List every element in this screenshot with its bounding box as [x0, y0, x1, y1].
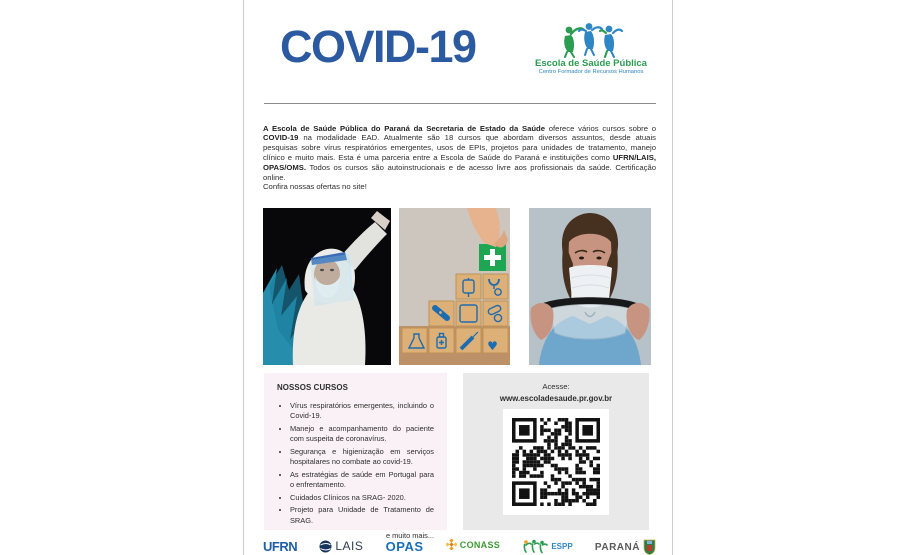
logo-espp [522, 539, 572, 554]
courses-heading: NOSSOS CURSOS [277, 383, 349, 392]
dancing-figures-icon [556, 20, 626, 58]
photo-medical-blocks [399, 208, 510, 365]
espp-label: ESPP [551, 542, 573, 551]
intro-paragraph [263, 124, 656, 183]
qr-code-box [503, 409, 609, 515]
intro-text-3: Todos os cursos são autoinstrucionais e de acesso livre aos profissionais da saúde. Certificação online. [263, 162, 656, 182]
lais-label: LAIS [335, 539, 364, 553]
course-item: • Vírus respiratórios emergentes, incluindo o Covid-19. [290, 401, 434, 421]
conass-label: CONASS [459, 539, 501, 550]
intro-bold-covid: COVID-19 [263, 133, 299, 143]
parana-coat-of-arms-icon [643, 539, 656, 555]
access-panel [463, 373, 649, 530]
escola-saude-publica-logo [532, 20, 650, 76]
course-item: • Manejo e acompanhamento do paciente com suspeita de coronavírus. [290, 424, 434, 444]
course-item: • Projeto para Unidade de Tratamento de SRAG. [290, 505, 434, 525]
logo-opas [386, 539, 424, 554]
courses-list [277, 401, 434, 526]
logo-subtitle: Centro Formador de Recursos Humanos [538, 68, 644, 75]
lais-globe-icon [319, 540, 332, 553]
courses-more-text: e muito mais... [385, 530, 434, 540]
page-title: COVID-19 [280, 21, 476, 72]
intro-bold-lead: A Escola de Saúde Pública do Paraná da Secretaria de Estado da Saúde [263, 123, 546, 133]
qr-code [512, 418, 600, 506]
site-url-link[interactable]: www.escoladesaude.pr.gov.br [499, 394, 613, 403]
photo-nurse-goggles [529, 208, 651, 365]
access-label: Acesse: [542, 382, 570, 391]
opas-label: OPAS [385, 539, 424, 554]
intro-text-1: oferece vários cursos sobre o [545, 123, 656, 133]
partner-logos-row [263, 539, 656, 555]
conass-star-icon [446, 539, 457, 550]
ufrn-label: UFRN [263, 539, 298, 554]
document-page [243, 0, 673, 555]
intro-text-2: na modalidade EAD. Atualmente são 18 cursos que abordam diversos assuntos, desde atuais pesquisas sobre vírus respiratórios emergentes, usos de EPIs, projetos para unidades de tratamento, manejo clínico e muito mais. Esta é uma parceria entre a Escola de Saúde do Paraná e instituições como [263, 133, 656, 163]
course-item: • As estratégias de saúde em Portugal para o enfrentamento. [290, 470, 434, 490]
logo-lais [319, 539, 363, 553]
logo-name: Escola de Saúde Pública [535, 58, 647, 69]
logo-parana [595, 539, 656, 555]
photo-ppe-worker [263, 208, 391, 365]
logo-ufrn [263, 539, 297, 554]
logo-conass [446, 539, 500, 550]
cta-text: Confira nossas ofertas no site! [263, 182, 367, 191]
photo-row [263, 208, 656, 365]
espp-figures-icon [522, 539, 548, 554]
course-item: • Cuidados Clínicos na SRAG- 2020. [290, 493, 434, 503]
courses-panel [264, 373, 447, 540]
intro-bold-partners: UFRN/LAIS, OPAS/OMS. [263, 153, 656, 172]
horizontal-rule [264, 103, 656, 104]
svg-text:♥: ♥ [487, 339, 498, 353]
course-item: • Segurança e higienização em serviços hospitalares no combate ao covid-19. [290, 447, 434, 467]
parana-label: PARANÁ [594, 541, 640, 553]
